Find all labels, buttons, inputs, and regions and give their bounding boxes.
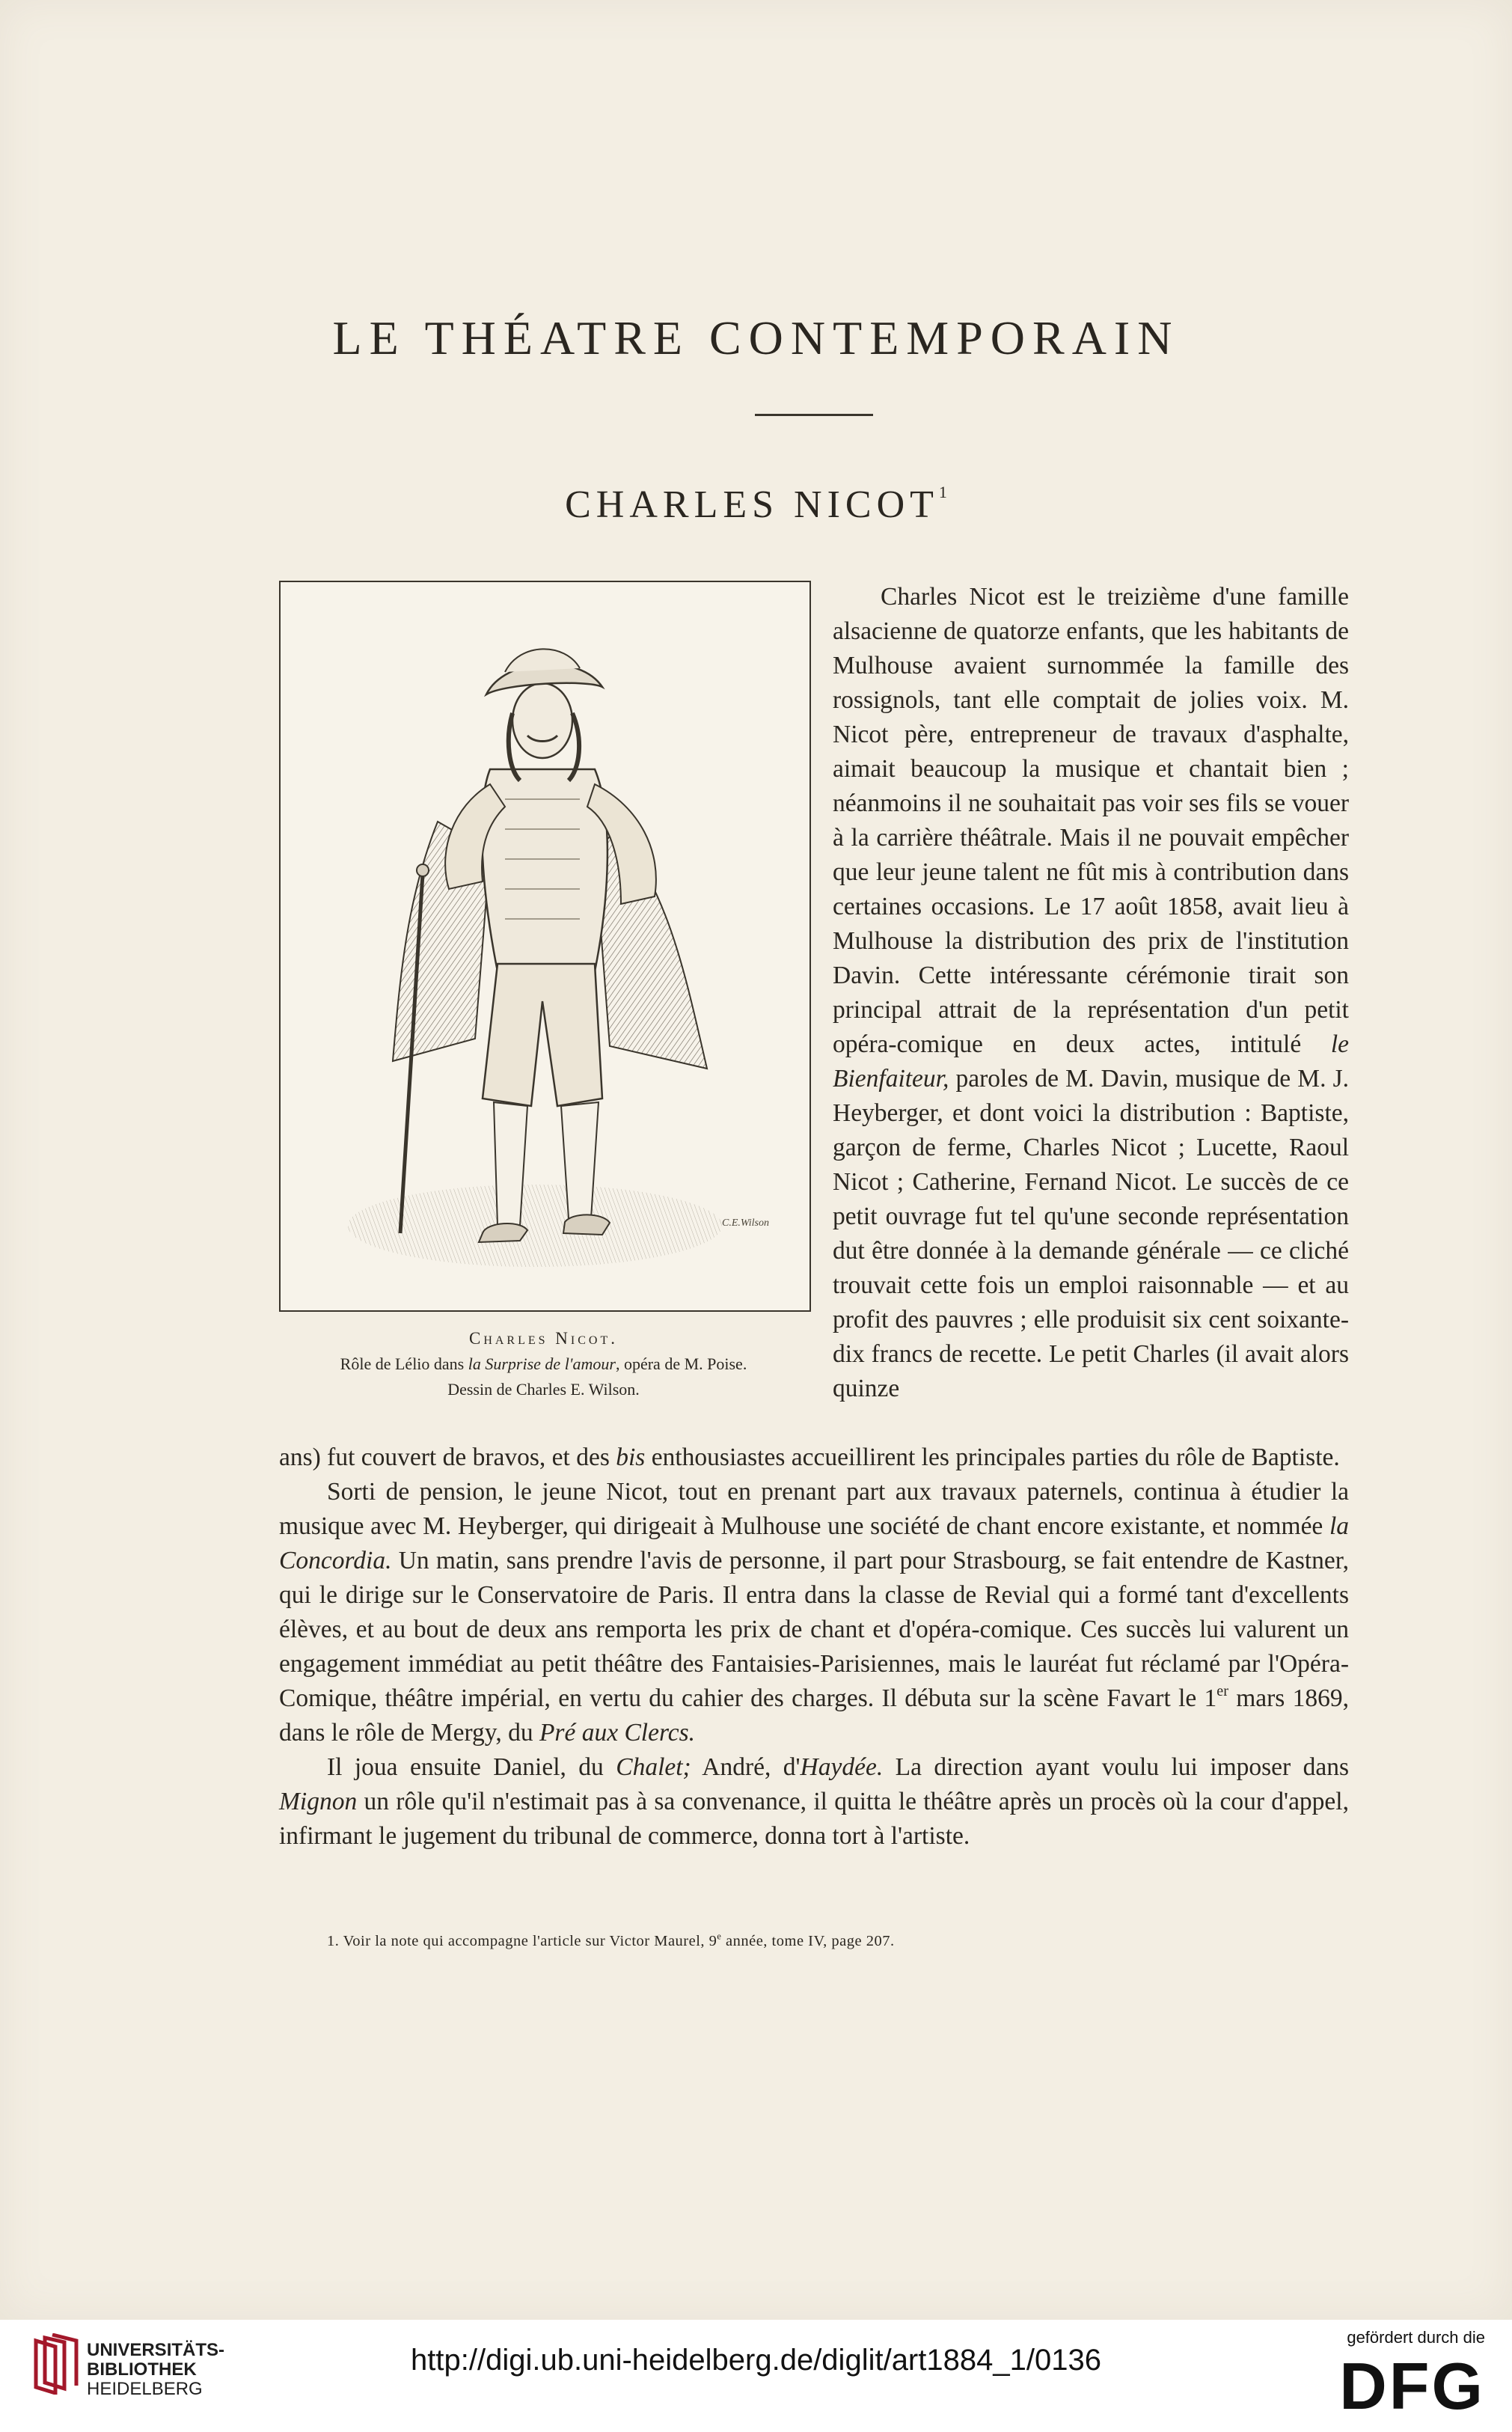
paragraph-1-end: ans) fut couvert de bravos, et des bis enthousiastes accueillirent les principales parties du rôle de Baptiste. <box>279 1443 1340 1471</box>
figure-caption <box>279 1326 808 1402</box>
paragraph-3: Il joua ensuite Daniel, du Chalet; André, d'Haydée. La direction ayant voulu lui imposer dans Mignon un rôle qu'il n'estimait pas à sa convenance, il quitta le théâtre après un procès où la cour d'appel, infirmant le jugement du tribunal de commerce, donna tort à l'artiste. <box>279 1753 1350 1850</box>
article-body <box>279 1440 1349 1854</box>
paragraph-1-start: Charles Nicot est le treizième d'une famille alsacienne de quatorze enfants, que les habitants de Mulhouse avaient surnommée la famille des rossignols, tant elle comptait de jolies voix. M. Nicot père, entrepreneur de travaux d'asphalte, aimait beaucoup la musique et chantait bien ; néanmoins il ne souhaitait pas voir ses fils se vouer à la carrière théâtrale. Mais il ne pouvait empêcher que leur jeune talent ne fût mis à contribution dans certaines occasions. Le 17 août 1858, avait lieu à Mulhouse la distribution des prix de l'institution Davin. Cette intéressante cérémonie tirait son principal attrait de la représentation d'un petit opéra-comique en deux actes, intitulé le Bienfaiteur, paroles de M. Davin, musique de M. J. Heyberger, et dont voici la distribution : Baptiste, garçon de ferme, Charles Nicot ; Lucette, Raoul Nicot ; Catherine, Fernand Nicot. Le succès de ce petit ouvrage fut tel qu'une seconde représentation dut être donnée à la demande générale — ce cliché trouvait cette fois un emploi raisonnable — et au profit des pauvres ; elle produisit six cent soixante-dix francs de recette. Le petit Charles (il avait alors quinze <box>833 583 1349 1402</box>
portrait-illustration <box>279 581 811 1312</box>
university-library-name[interactable]: UNIVERSITÄTS- BIBLIOTHEK HEIDELBERG <box>87 2340 225 2399</box>
dfg-logo[interactable]: DFG <box>1339 2349 1485 2423</box>
funding-label: gefördert durch die <box>1347 2328 1485 2347</box>
permalink-url[interactable]: http://digi.ub.uni-heidelberg.de/diglit/art1884_1/0136 <box>411 2344 1101 2377</box>
page-title: LE THÉATRE CONTEMPORAIN <box>332 311 1180 364</box>
article-column-right <box>833 580 1349 1406</box>
footnote-marker: 1 <box>938 483 947 501</box>
footnote: 1. Voir la note qui accompagne l'article sur Victor Maurel, 9e année, tome IV, page 207. <box>327 1931 895 1949</box>
paragraph-2: Sorti de pension, le jeune Nicot, tout en prenant part aux travaux paternels, continua à étudier la musique avec M. Heyberger, qui dirigeait à Mulhouse une société de chant encore existante, et nommée la Concordia. Un matin, sans prendre l'avis de personne, il part pour Strasbourg, se fait entendre de Kastner, qui le dirige sur le Conservatoire de Paris. Il entra dans la classe de Revial qui a formé tant d'excellents élèves, et au bout de deux ans remporta les prix de chant et d'opéra-comique. Ces succès lui valurent un engagement immédiat au petit théâtre des Fantaisies-Parisiennes, mais le lauréat fut réclamé par l'Opéra-Comique, théâtre impérial, en vertu du cahier des charges. Il débuta sur la scène Favart le 1er mars 1869, dans le rôle de Mergy, du Pré aux Clercs. <box>279 1478 1350 1747</box>
caption-role: Rôle de Lélio dans la Surprise de l'amour, opéra de M. Poise. <box>340 1354 747 1373</box>
article-title-text: CHARLES NICOT <box>565 483 939 526</box>
illustrator-signature: C.E.Wilson <box>722 1217 770 1229</box>
article-title <box>0 483 1512 527</box>
caption-credit: Dessin de Charles E. Wilson. <box>447 1380 640 1399</box>
caption-name: Charles Nicot. <box>468 1329 618 1348</box>
title-divider <box>755 414 873 416</box>
